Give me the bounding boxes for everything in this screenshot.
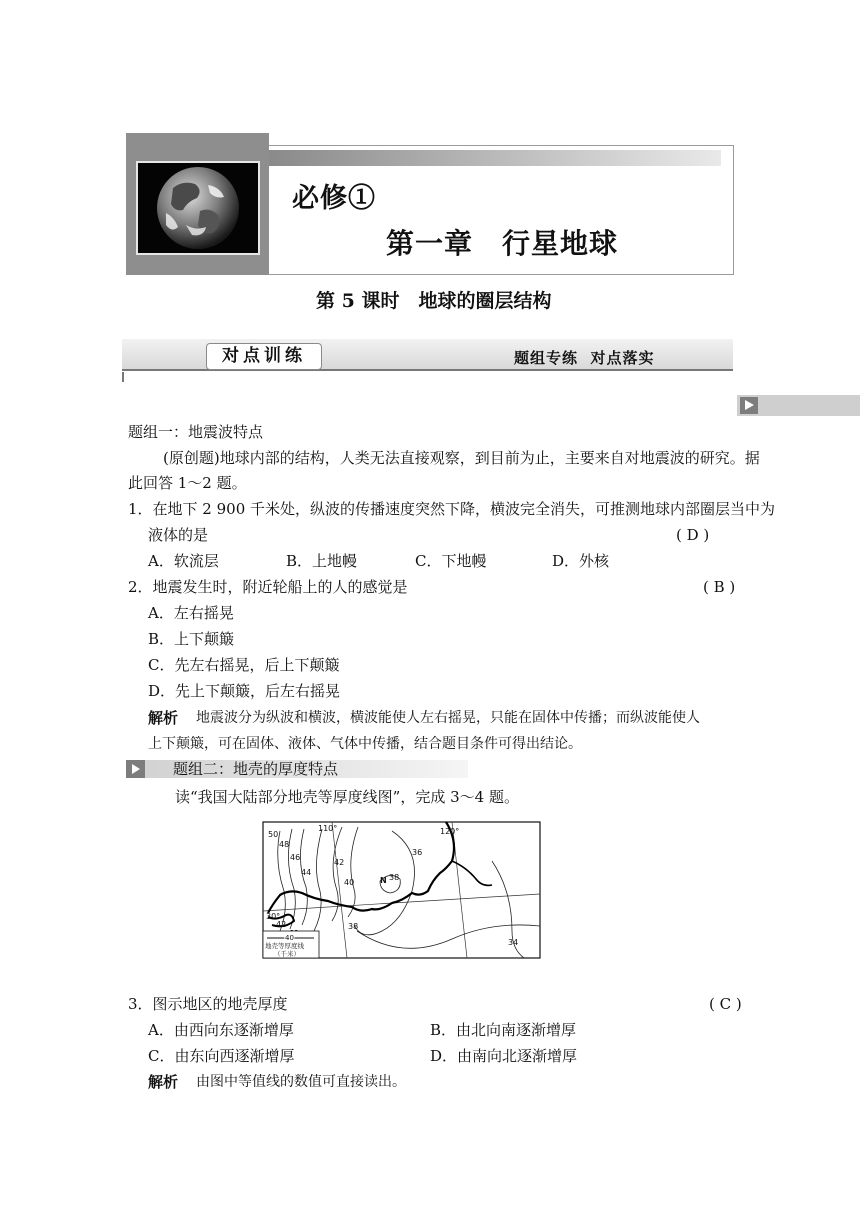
q3-option-c: C．由东向西逐渐增厚 <box>148 1047 295 1065</box>
svg-text:42: 42 <box>276 920 287 929</box>
svg-text:30°: 30° <box>266 912 281 921</box>
q3-stem: 3．图示地区的地壳厚度 <box>128 995 288 1013</box>
svg-text:36: 36 <box>412 848 423 857</box>
q1-stem-line2: 液体的是 <box>148 526 209 544</box>
svg-text:42: 42 <box>334 858 345 867</box>
crust-thickness-map <box>262 821 541 959</box>
q2-analysis-line2: 上下颠簸，可在固体、液体、气体中传播，结合题目条件可得出结论。 <box>148 736 582 752</box>
svg-text:48: 48 <box>279 840 290 849</box>
q1-option-c: C．下地幔 <box>415 552 487 570</box>
banner-image-tab <box>126 133 269 275</box>
svg-text:50: 50 <box>268 830 279 839</box>
svg-text:40: 40 <box>344 878 355 887</box>
q3-option-b: B．由北向南逐渐增厚 <box>430 1021 577 1039</box>
q2-analysis-label: 解析 <box>148 709 179 727</box>
book-title: 必修① <box>292 183 376 214</box>
q2-stem: 2．地震发生时，附近轮船上的人的感觉是 <box>128 578 408 596</box>
q2-option-a: A．左右摇晃 <box>148 604 234 622</box>
q2-analysis-line1: 地震波分为纵波和横波，横波能使人左右摇晃，只能在固体中传播；而纵波能使人 <box>196 710 700 726</box>
training-subtitle: 题组专练 对点落实 <box>514 349 655 367</box>
group1-title: 题组一：地震波特点 <box>128 423 264 441</box>
q2-option-b: B．上下颠簸 <box>148 630 235 648</box>
q3-option-a: A．由西向东逐渐增厚 <box>148 1021 294 1039</box>
svg-text:110°: 110° <box>318 824 338 833</box>
q3-answer: ( C ) <box>709 995 742 1013</box>
svg-text:地壳等厚度线: 地壳等厚度线 <box>265 942 304 950</box>
lesson-title: 第 5 课时 地球的圈层结构 <box>316 290 552 312</box>
q2-option-d: D．先上下颠簸，后左右摇晃 <box>148 682 341 700</box>
q1-option-a: A．软流层 <box>148 552 219 570</box>
svg-text:N: N <box>380 876 387 885</box>
training-bar-mark <box>122 372 128 382</box>
group2-title: 题组二：地壳的厚度特点 <box>173 760 339 778</box>
group2-intro: 读“我国大陆部分地壳等厚度线图”，完成 3～4 题。 <box>175 788 519 806</box>
group1-intro-line1: (原创题)地球内部的结构，人类无法直接观察，到目前为止，主要来自对地震波的研究。据 <box>163 449 760 467</box>
svg-text:38: 38 <box>389 873 400 882</box>
q3-option-d: D．由南向北逐渐增厚 <box>430 1047 578 1065</box>
q1-option-b: B．上地幔 <box>286 552 358 570</box>
training-badge: 对点训练 <box>206 343 322 370</box>
chapter-title: 第一章 行星地球 <box>386 227 619 260</box>
group1-intro-line2: 此回答 1～2 题。 <box>128 474 247 492</box>
q2-answer: ( B ) <box>703 578 736 596</box>
svg-text:120°: 120° <box>440 827 460 836</box>
q2-option-c: C．先左右摇晃，后上下颠簸 <box>148 656 340 674</box>
svg-text:40: 40 <box>285 934 294 942</box>
svg-text:38: 38 <box>348 922 359 931</box>
svg-text:44: 44 <box>301 868 312 877</box>
svg-text:（千米）: （千米） <box>274 950 300 958</box>
play-arrow-icon <box>126 760 145 778</box>
banner-gradient-strip <box>269 150 721 166</box>
svg-text:46: 46 <box>290 853 301 862</box>
q1-answer: ( D ) <box>676 526 710 544</box>
q3-analysis: 由图中等值线的数值可直接读出。 <box>196 1074 406 1090</box>
svg-text:34: 34 <box>508 938 519 947</box>
play-arrow-icon <box>740 397 758 414</box>
q3-analysis-label: 解析 <box>148 1073 179 1091</box>
q1-stem-line1: 1．在地下 2 900 千米处，纵波的传播速度突然下降，横波完全消失，可推测地球内部圈层当中为 <box>128 500 776 518</box>
earth-photo <box>136 161 260 255</box>
q1-option-d: D．外核 <box>552 552 610 570</box>
